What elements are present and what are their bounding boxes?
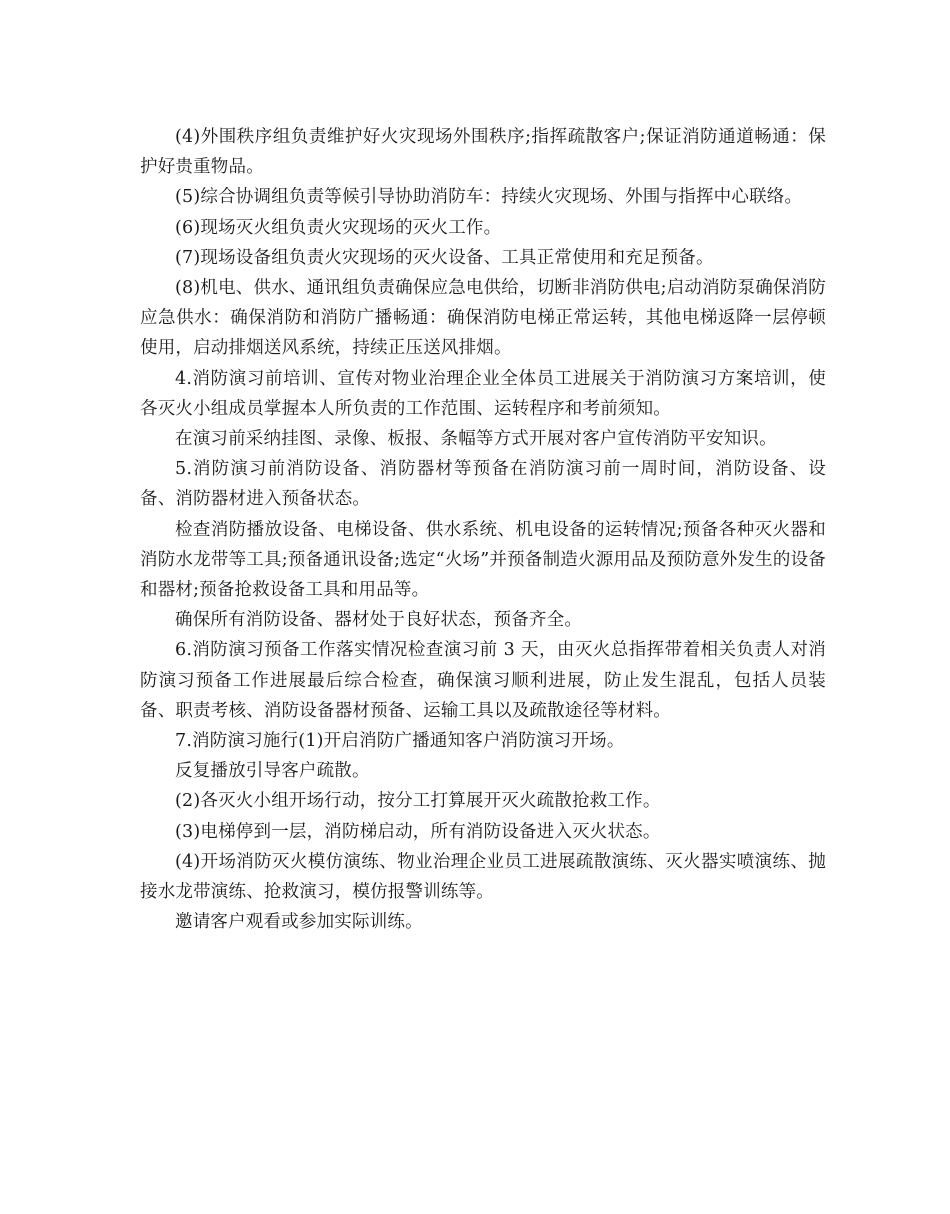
paragraph-firefighting-group: (6)现场灭火组负责火灾现场的灭火工作。 [175,217,502,238]
paragraph-equipment-inspection: 检查消防播放设备、电梯设备、供水系统、机电设备的运转情况;预备各种灭火器和消防水龙带等工具;预备通讯设备;选定“火场”并预备制造火源用品及预防意外发生的设备和器材;预备抢救设备工具和用品等。 [140,519,826,601]
paragraph-broadcast-evacuation: 反复播放引导客户疏散。 [175,761,370,782]
paragraph-perimeter-order-group: (4)外围秩序组负责维护好火灾现场外围秩序;指挥疏散客户;保证消防通道畅通：保护好贵重物品。 [140,127,826,178]
paragraph-customer-publicity: 在演习前采纳挂图、录像、板报、条幅等方式开展对客户宣传消防平安知识。 [175,429,777,450]
paragraph-electrical-water-comms-group: (8)机电、供水、通讯组负责确保应急电供给，切断非消防供电;启动消防泵确保消防应急供水：确保消防和消防广播畅通：确保消防电梯正常运转，其他电梯返降一层停顿使用，启动排烟送风系统，持续正压送风排烟。 [140,278,826,359]
paragraph-groups-action: (2)各灭火小组开场行动，按分工打算展开灭火疏散抢救工作。 [175,791,661,812]
paragraph-invite-customers: 邀请客户观看或参加实际训练。 [175,912,423,933]
paragraph-equipment-ready: 确保所有消防设备、器材处于良好状态，预备齐全。 [175,610,583,631]
paragraph-drill-training: 4.消防演习前培训、宣传对物业治理企业全体员工进展关于消防演习方案培训，使各灭火小组成员掌握本人所负责的工作范围、运转程序和考前须知。 [140,368,826,419]
paragraph-simulation-drills: (4)开场消防灭火模仿演练、物业治理企业员工进展疏散演练、灭火器实喷演练、抛接水龙带演练、抢救演习，模仿报警训练等。 [140,851,826,903]
paragraph-preparation-check: 6.消防演习预备工作落实情况检查演习前 3 天，由灭火总指挥带着相关负责人对消防演习预备工作进展最后综合检查，确保演习顺利进展，防止发生混乱，包括人员装备、职责考核、消防设备器材预备、运输工具以及疏散途径等材料。 [140,640,826,721]
paragraph-drill-implementation: 7.消防演习施行(1)开启消防广播通知客户消防演习开场。 [175,731,625,752]
paragraph-equipment-group: (7)现场设备组负责火灾现场的灭火设备、工具正常使用和充足预备。 [175,247,714,268]
paragraph-equipment-preparation: 5.消防演习前消防设备、消防器材等预备在消防演习前一周时间，消防设备、设备、消防器材进入预备状态。 [140,459,826,510]
document-body [140,122,826,937]
paragraph-coordination-group: (5)综合协调组负责等候引导协助消防车：持续火灾现场、外围与指挥中心联络。 [175,187,803,208]
paragraph-elevator-status: (3)电梯停到一层，消防梯启动，所有消防设备进入灭火状态。 [175,821,661,842]
